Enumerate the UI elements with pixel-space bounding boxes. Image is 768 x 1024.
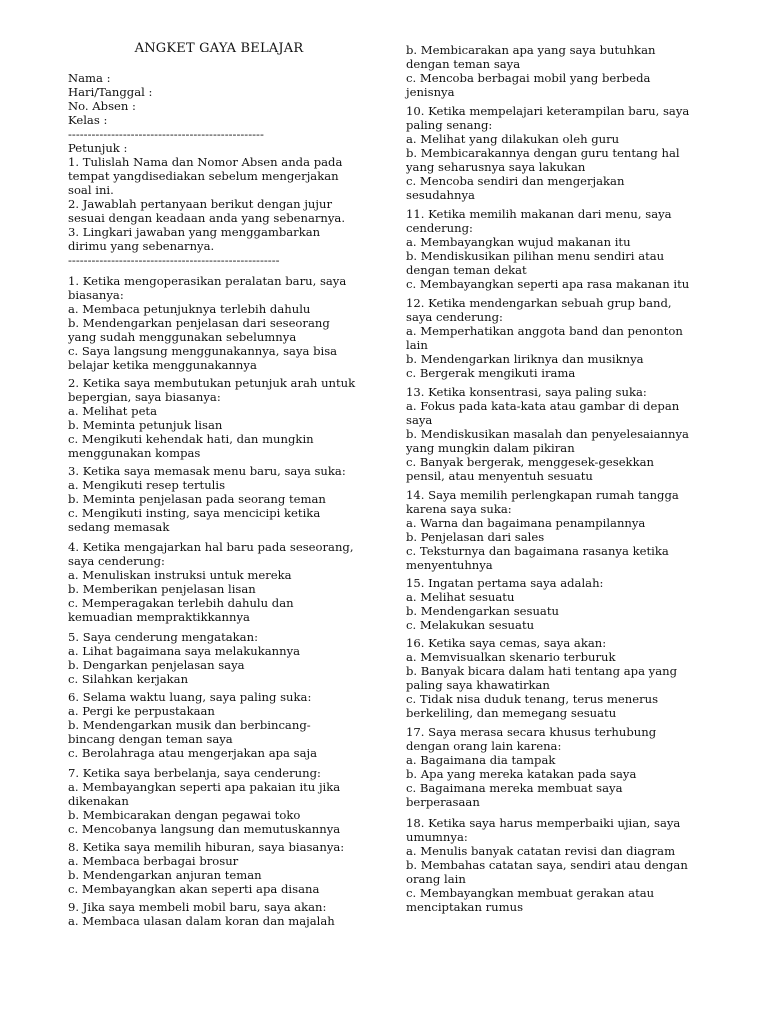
right-text-line: paling saya khawatirkan [406, 678, 550, 692]
right-text-line: cenderung: [406, 221, 473, 235]
left-text-line: c. Silahkan kerjakan [68, 672, 189, 686]
right-text-line: jenisnya [406, 85, 455, 99]
right-text-line: b. Membahas catatan saya, sendiri atau dengan [406, 858, 688, 872]
right-text-line: sesudahnya [406, 188, 475, 202]
left-text-line: a. Membaca ulasan dalam koran dan majalah [68, 914, 335, 928]
right-text-line: saya cenderung: [406, 310, 503, 324]
right-text-line: 15. Ingatan pertama saya adalah: [406, 576, 604, 590]
right-text-line: b. Penjelasan dari sales [406, 530, 545, 544]
left-text-line: 9. Jika saya membeli mobil baru, saya akan: [68, 900, 327, 914]
left-text-line: dirimu yang sebenarnya. [68, 239, 215, 253]
right-text-line: 13. Ketika konsentrasi, saya paling suka: [406, 385, 647, 399]
left-text-line: b. Meminta penjelasan pada seorang teman [68, 492, 326, 506]
right-text-line: b. Mendiskusikan pilihan menu sendiri atau [406, 249, 665, 263]
document-title: ANGKET GAYA BELAJAR [134, 41, 304, 56]
right-text-line: b. Apa yang mereka katakan pada saya [406, 767, 637, 781]
left-text-line: 1. Tulislah Nama dan Nomor Absen anda pada [68, 155, 343, 169]
left-text-line: bepergian, saya biasanya: [68, 390, 221, 404]
right-text-line: 16. Ketika saya cemas, saya akan: [406, 636, 607, 650]
right-text-line: b. Banyak bicara dalam hati tentang apa yang [406, 664, 678, 678]
right-text-line: pensil, atau menyentuh sesuatu [406, 469, 593, 483]
right-text-line: karena saya suka: [406, 502, 512, 516]
right-text-line: dengan orang lain karena: [406, 739, 562, 753]
left-text-line: a. Menuliskan instruksi untuk mereka [68, 568, 292, 582]
right-text-line: paling senang: [406, 118, 493, 132]
right-text-line: c. Membayangkan seperti apa rasa makanan itu [406, 277, 690, 291]
left-text-line: a. Lihat bagaimana saya melakukannya [68, 644, 301, 658]
left-text-line: b. Mendengarkan anjuran teman [68, 868, 262, 882]
left-text-line: 2. Ketika saya membutukan petunjuk arah untuk [68, 376, 356, 390]
right-text-line: 12. Ketika mendengarkan sebuah grup band, [406, 296, 672, 310]
left-text-line: soal ini. [68, 183, 114, 197]
left-text-line: 4. Ketika mengajarkan hal baru pada seseorang, [68, 540, 354, 554]
left-text-line: No. Absen : [68, 99, 136, 113]
left-text-line: ------------------------------------------------------ [68, 253, 280, 267]
left-text-line: Hari/Tanggal : [68, 85, 153, 99]
left-text-line: biasanya: [68, 288, 124, 302]
right-text-line: 17. Saya merasa secara khusus terhubung [406, 725, 657, 739]
left-text-line: c. Berolahraga atau mengerjakan apa saja [68, 746, 318, 760]
right-text-line: c. Membayangkan membuat gerakan atau [406, 886, 655, 900]
right-text-line: a. Memvisualkan skenario terburuk [406, 650, 616, 664]
right-text-line: b. Membicarakannya dengan guru tentang hal [406, 146, 680, 160]
left-text-line: b. Mendengarkan musik dan berbincang- [68, 718, 311, 732]
left-text-line: b. Mendengarkan penjelasan dari seseorang [68, 316, 330, 330]
left-text-line: c. Mencobanya langsung dan memutuskannya [68, 822, 341, 836]
right-text-line: 10. Ketika mempelajari keterampilan baru, saya [406, 104, 690, 118]
right-text-line: c. Teksturnya dan bagaimana rasanya ketika [406, 544, 669, 558]
left-text-line: Petunjuk : [68, 141, 128, 155]
right-text-line: menciptakan rumus [406, 900, 524, 914]
right-text-line: a. Melihat sesuatu [406, 590, 515, 604]
left-text-line: kemuadian mempraktikkannya [68, 610, 250, 624]
left-text-line: 1. Ketika mengoperasikan peralatan baru, saya [68, 274, 347, 288]
right-text-line: c. Bagaimana mereka membuat saya [406, 781, 623, 795]
right-text-line: b. Mendengarkan sesuatu [406, 604, 559, 618]
left-text-line: tempat yangdisediakan sebelum mengerjakan [68, 169, 339, 183]
left-text-line: a. Membayangkan seperti apa pakaian itu jika [68, 780, 341, 794]
left-text-line: sedang memasak [68, 520, 170, 534]
right-text-line: menyentuhnya [406, 558, 493, 572]
right-text-line: b. Mendiskusikan masalah dan penyelesaiannya [406, 427, 689, 441]
right-text-line: c. Mencoba sendiri dan mengerjakan [406, 174, 625, 188]
right-text-line: berperasaan [406, 795, 480, 809]
right-text-line: orang lain [406, 872, 466, 886]
left-text-line: b. Memberikan penjelasan lisan [68, 582, 256, 596]
right-text-line: 11. Ketika memilih makanan dari menu, saya [406, 207, 672, 221]
right-text-line: a. Bagaimana dia tampak [406, 753, 556, 767]
left-text-line: c. Membayangkan akan seperti apa disana [68, 882, 320, 896]
left-text-line: c. Mengikuti kehendak hati, dan mungkin [68, 432, 314, 446]
right-text-line: b. Mendengarkan liriknya dan musiknya [406, 352, 644, 366]
left-text-line: 6. Selama waktu luang, saya paling suka: [68, 690, 312, 704]
right-text-line: c. Tidak nisa duduk tenang, terus menerus [406, 692, 659, 706]
left-text-line: belajar ketika menggunakannya [68, 358, 257, 372]
left-text-line: 3. Lingkari jawaban yang menggambarkan [68, 225, 321, 239]
left-text-line: a. Melihat peta [68, 404, 158, 418]
right-text-line: c. Melakukan sesuatu [406, 618, 535, 632]
left-text-line: sesuai dengan keadaan anda yang sebenarnya. [68, 211, 346, 225]
right-text-line: dengan teman saya [406, 57, 521, 71]
left-text-line: saya cenderung: [68, 554, 165, 568]
left-text-line: b. Membicarakan dengan pegawai toko [68, 808, 301, 822]
left-text-line: -------------------------------------------------- [68, 127, 264, 141]
right-text-line: a. Fokus pada kata-kata atau gambar di depan [406, 399, 680, 413]
left-text-line: a. Mengikuti resep tertulis [68, 478, 226, 492]
left-text-line: menggunakan kompas [68, 446, 201, 460]
right-text-line: b. Membicarakan apa yang saya butuhkan [406, 43, 656, 57]
right-text-line: a. Warna dan bagaimana penampilannya [406, 516, 646, 530]
left-text-line: a. Pergi ke perpustakaan [68, 704, 215, 718]
left-text-line: a. Membaca berbagai brosur [68, 854, 239, 868]
left-text-line: 2. Jawablah pertanyaan berikut dengan jujur [68, 197, 332, 211]
right-text-line: a. Membayangkan wujud makanan itu [406, 235, 631, 249]
right-text-line: 14. Saya memilih perlengkapan rumah tangga [406, 488, 679, 502]
right-text-line: 18. Ketika saya harus memperbaiki ujian, saya [406, 816, 681, 830]
left-text-line: 7. Ketika saya berbelanja, saya cenderung: [68, 766, 321, 780]
left-text-line: yang sudah menggunakan sebelumnya [68, 330, 297, 344]
right-text-line: a. Memperhatikan anggota band dan penonton [406, 324, 683, 338]
left-text-line: b. Dengarkan penjelasan saya [68, 658, 245, 672]
right-text-line: a. Menulis banyak catatan revisi dan diagram [406, 844, 676, 858]
left-text-line: Kelas : [68, 113, 108, 127]
left-text-line: dikenakan [68, 794, 129, 808]
left-text-line: c. Saya langsung menggunakannya, saya bisa [68, 344, 338, 358]
right-text-line: c. Banyak bergerak, menggesek-gesekkan [406, 455, 654, 469]
left-text-line: c. Mengikuti insting, saya mencicipi ketika [68, 506, 321, 520]
right-text-line: umumnya: [406, 830, 468, 844]
left-text-line: bincang dengan teman saya [68, 732, 233, 746]
right-text-line: lain [406, 338, 428, 352]
right-text-line: saya [406, 413, 433, 427]
left-text-line: b. Meminta petunjuk lisan [68, 418, 223, 432]
right-text-line: c. Bergerak mengikuti irama [406, 366, 576, 380]
left-text-line: 3. Ketika saya memasak menu baru, saya suka: [68, 464, 346, 478]
right-text-line: dengan teman dekat [406, 263, 527, 277]
right-text-line: berkeliling, dan memegang sesuatu [406, 706, 617, 720]
right-text-line: yang mungkin dalam pikiran [406, 441, 575, 455]
left-text-line: Nama : [68, 71, 111, 85]
right-text-line: c. Mencoba berbagai mobil yang berbeda [406, 71, 651, 85]
right-text-line: yang seharusnya saya lakukan [406, 160, 586, 174]
left-text-line: c. Memperagakan terlebih dahulu dan [68, 596, 294, 610]
left-text-line: 5. Saya cenderung mengatakan: [68, 630, 258, 644]
left-text-line: 8. Ketika saya memilih hiburan, saya biasanya: [68, 840, 345, 854]
right-text-line: a. Melihat yang dilakukan oleh guru [406, 132, 620, 146]
left-text-line: a. Membaca petunjuknya terlebih dahulu [68, 302, 311, 316]
